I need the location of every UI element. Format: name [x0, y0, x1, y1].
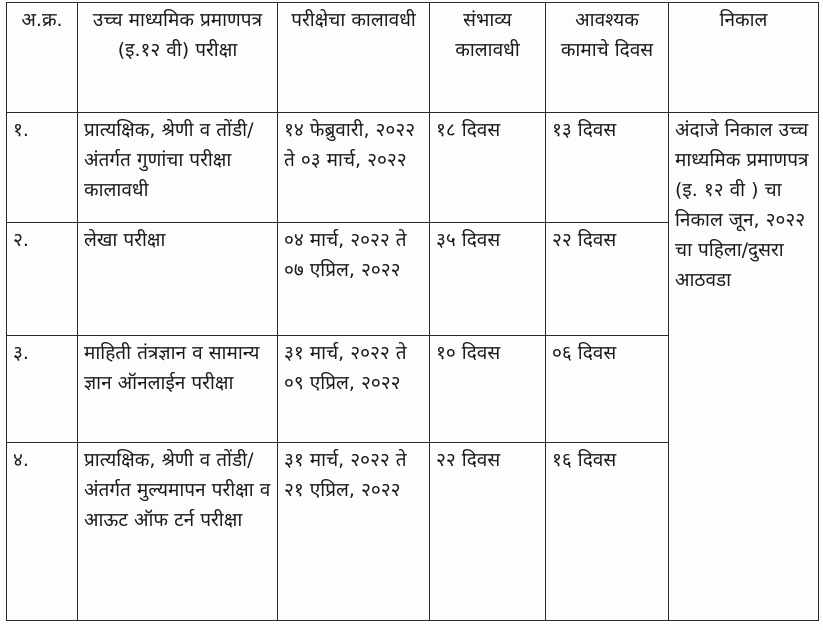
working-cell: २२ दिवस [546, 223, 669, 336]
exam-cell: माहिती तंत्रज्ञान व सामान्य ज्ञान ऑनलाईन परीक्षा [78, 336, 278, 443]
period-cell: १४ फेब्रुवारी, २०२२ ते ०३ मार्च, २०२२ [278, 113, 430, 223]
result-cell: अंदाजे निकाल उच्च माध्यमिक प्रमाणपत्र (इ. १२ वी ) चा निकाल जून, २०२२ चा पहिला/दुसरा आठवडा [669, 113, 819, 621]
period-cell: ३१ मार्च, २०२२ ते ०९ एप्रिल, २०२२ [278, 336, 430, 443]
serial-cell: ३. [7, 336, 78, 443]
exam-cell: प्रात्यक्षिक, श्रेणी व तोंडी/ अंतर्गत मुल्यमापन परीक्षा व आऊट ऑफ टर्न परीक्षा [78, 443, 278, 621]
serial-cell: १. [7, 113, 78, 223]
possible-cell: १० दिवस [430, 336, 546, 443]
table-row [7, 113, 819, 223]
header-working-days: आवश्यक कामाचे दिवस [546, 3, 669, 113]
serial-cell: ४. [7, 443, 78, 621]
possible-cell: ३५ दिवस [430, 223, 546, 336]
header-exam-period: परीक्षेचा कालावधी [278, 3, 430, 113]
header-possible-period: संभाव्य कालावधी [430, 3, 546, 113]
exam-cell: लेखा परीक्षा [78, 223, 278, 336]
working-cell: १६ दिवस [546, 443, 669, 621]
period-cell: ०४ मार्च, २०२२ ते ०७ एप्रिल, २०२२ [278, 223, 430, 336]
exam-cell: प्रात्यक्षिक, श्रेणी व तोंडी/अंतर्गत गुणांचा परीक्षा कालावधी [78, 113, 278, 223]
working-cell: ०६ दिवस [546, 336, 669, 443]
period-cell: ३१ मार्च, २०२२ ते २१ एप्रिल, २०२२ [278, 443, 430, 621]
exam-schedule-table [6, 2, 819, 621]
possible-cell: २२ दिवस [430, 443, 546, 621]
header-row [7, 3, 819, 113]
possible-cell: १८ दिवस [430, 113, 546, 223]
header-result: निकाल [669, 3, 819, 113]
working-cell: १३ दिवस [546, 113, 669, 223]
header-serial: अ.क्र. [7, 3, 78, 113]
header-exam: उच्च माध्यमिक प्रमाणपत्र (इ.१२ वी) परीक्षा [78, 3, 278, 113]
serial-cell: २. [7, 223, 78, 336]
